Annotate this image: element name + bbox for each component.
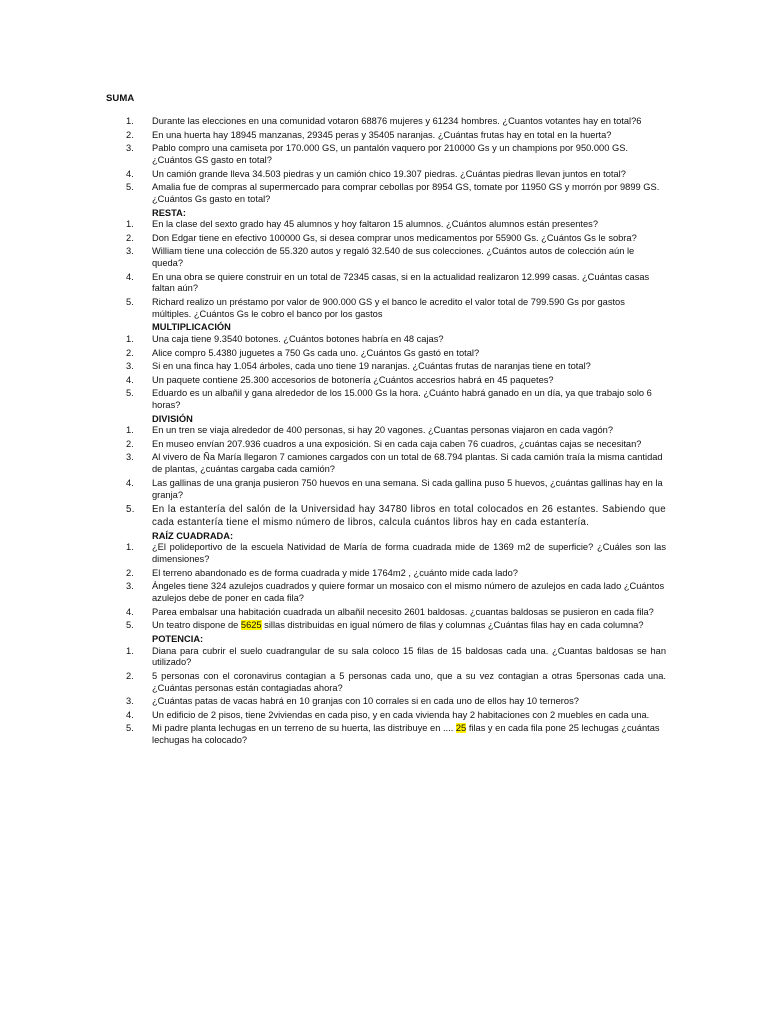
list-item [126, 143, 666, 167]
list-item [126, 272, 666, 296]
item-number: 5. [126, 388, 134, 399]
item-text: Don Edgar tiene en efectivo 100000 Gs, si desea comprar unos medicamentos por 55900 Gs. ¿Cuántos Gs le sobra? [152, 232, 637, 243]
section-heading-multiplicacion: MULTIPLICACIÓN [152, 322, 231, 333]
item-text: Un camión grande lleva 34.503 piedras y un camión chico 19.307 piedras. ¿Cuántas piedras llevan juntos en total? [152, 168, 626, 179]
item-text: Si en una finca hay 1.054 árboles, cada uno tiene 19 naranjas. ¿Cuántas frutas de naranjas tiene en total? [152, 361, 591, 372]
item-text: El terreno abandonado es de forma cuadrada y mide 1764m2 , ¿cuánto mide cada lado? [152, 567, 518, 578]
item-number: 3. [126, 581, 134, 592]
item-number: 4. [126, 374, 134, 385]
item-text: En un tren se viaja alrededor de 400 personas, si hay 20 vagones. ¿Cuantas personas viajaron en cada vagón? [152, 425, 614, 436]
section-heading-potencia: POTENCIA: [152, 634, 204, 645]
section-heading-resta: RESTA: [152, 207, 186, 218]
text-fragment: Un teatro dispone de [152, 620, 241, 631]
item-number: 1. [126, 333, 134, 344]
list-item [126, 568, 666, 580]
item-text: Amalia fue de compras al supermercado para comprar cebollas por 8954 GS, tomate por 11950 GS y morrón por 9899 GS. ¿Cuántos Gs gasto en total? [152, 182, 660, 204]
list-item [126, 696, 666, 708]
item-number: 4. [126, 168, 134, 179]
item-number: 1. [126, 425, 134, 436]
item-number: 1. [126, 219, 134, 230]
item-number: 4. [126, 271, 134, 282]
item-number: 2. [126, 347, 134, 358]
list-item [126, 620, 666, 632]
item-text: En museo envían 207.936 cuadros a una exposición. Si en cada caja caben 76 cuadros, ¿cuántas cajas se necesitan? [152, 438, 642, 449]
section-title-suma: SUMA [106, 93, 135, 104]
highlighted-number: 25 [455, 723, 467, 734]
text-fragment: filas y en cada fila pone 25 lechugas ¿cuántas lechugas ha colocado? [152, 723, 660, 746]
text-fragment: Mi padre planta lechugas en un terreno de su huerta, las distribuye en .... [152, 723, 456, 734]
item-text: En la estantería del salón de la Universidad hay 34780 libros en total colocados en 26 estantes. Sabiendo que cada estantería tiene el mismo número de libros, calcula cuántos libros hay en cada estantería. [152, 504, 666, 529]
item-number: 5. [126, 504, 135, 516]
item-number: 3. [126, 143, 134, 154]
highlighted-number: 5625 [240, 620, 262, 631]
list-item [126, 646, 666, 670]
list-item [126, 710, 666, 722]
item-text: Durante las elecciones en una comunidad votaron 68876 mujeres y 61234 hombres. ¿Cuantos votantes hay en total?6 [152, 116, 642, 126]
list-item [126, 130, 666, 142]
item-text: Al vivero de Ña María llegaron 7 camiones cargados con un total de 68.794 plantas. Si cada camión traía la misma cantidad de plantas, ¿cuántas cargaba cada camión? [152, 452, 663, 475]
list-item [126, 182, 666, 206]
text-fragment: sillas distribuidas en igual número de filas y columnas ¿Cuántas filas hay en cada columna? [261, 620, 644, 631]
item-text [152, 620, 666, 632]
list-item [126, 542, 666, 566]
list-item [126, 219, 666, 231]
item-text: William tiene una colección de 55.320 autos y regaló 32.540 de sus colecciones. ¿Cuántos autos de colección aún le queda? [152, 246, 635, 269]
item-number: 2. [126, 232, 134, 243]
item-text: ¿Cuántas patas de vacas habrá en 10 granjas con 10 corrales si en cada uno de ellos hay 10 terneros? [152, 696, 579, 707]
list-item [126, 671, 666, 695]
item-text: Richard realizo un préstamo por valor de 900.000 GS y el banco le acredito el valor total de 799.590 Gs por gastos múltiples. ¿Cuántos Gs le cobro el banco por los gastos [152, 297, 625, 319]
item-text: En una huerta hay 18945 manzanas, 29345 peras y 35405 naranjas. ¿Cuántas frutas hay en total en la huerta? [152, 129, 612, 140]
list-item [126, 723, 666, 747]
item-number: 5. [126, 723, 134, 734]
item-number: 3. [126, 361, 134, 372]
item-number: 4. [126, 709, 134, 720]
list-item [126, 425, 666, 437]
list-item [126, 116, 666, 128]
item-number: 4. [126, 477, 134, 488]
item-number: 2. [126, 567, 134, 578]
list-item [126, 233, 666, 245]
item-number: 1. [126, 645, 134, 656]
item-number: 1. [126, 116, 134, 126]
item-text: Eduardo es un albañil y gana alrededor de los 15.000 Gs la hora. ¿Cuánto habrá ganado en un día, ya que trabajo solo 6 horas? [152, 388, 652, 411]
item-text: 5 personas con el coronavirus contagian a 5 personas cada uno, que a su vez contagian a otras 5personas cada una. ¿Cuántas personas están contagiadas ahora? [152, 670, 666, 693]
item-number: 1. [126, 542, 134, 553]
list-item [126, 361, 666, 373]
list-item [126, 478, 666, 502]
item-text: Una caja tiene 9.3540 botones. ¿Cuántos botones habría en 48 cajas? [152, 333, 444, 344]
list-item [126, 246, 666, 270]
list-item [126, 388, 666, 412]
item-text: Las gallinas de una granja pusieron 750 huevos en una semana. Si cada gallina puso 5 huevos, ¿cuántas gallinas hay en la granja? [152, 477, 663, 500]
item-number: 2. [126, 129, 134, 140]
list-item [126, 581, 666, 605]
list-item [126, 297, 666, 321]
list-item [126, 169, 666, 181]
list-item [126, 439, 666, 451]
item-number: 5. [126, 182, 134, 193]
item-text: Pablo compro una camiseta por 170.000 GS, un pantalón vaquero por 210000 Gs y un champions por 950.000 GS. ¿Cuántos GS gasto en total? [152, 143, 628, 165]
item-text: En una obra se quiere construir en un total de 72345 casas, si en la actualidad realizaron 12.999 casas. ¿Cuántas casas faltan aún? [152, 271, 650, 294]
item-text: En la clase del sexto grado hay 45 alumnos y hoy faltaron 15 alumnos. ¿Cuántos alumnos están presentes? [152, 219, 598, 230]
item-text: Alice compro 5.4380 juguetes a 750 Gs cada uno. ¿Cuántos Gs gastó en total? [152, 347, 480, 358]
item-text: Ángeles tiene 324 azulejos cuadrados y quiere formar un mosaico con el mismo número de azulejos en cada lado ¿Cuántos azulejos debe de poner en cada fila? [152, 581, 665, 604]
problem-list [126, 116, 666, 749]
list-item [126, 334, 666, 346]
list-item [126, 375, 666, 387]
item-number: 4. [126, 606, 134, 617]
item-text: ¿El polideportivo de la escuela Natividad de María de forma cuadrada mide de 1369 m2 de superficie? ¿Cuáles son las dimensiones? [152, 542, 666, 565]
section-heading-division: DIVISIÓN [152, 413, 193, 424]
item-number: 3. [126, 452, 134, 463]
list-item [126, 348, 666, 360]
item-number: 3. [126, 696, 134, 707]
list-item [126, 503, 666, 529]
item-text: Parea embalsar una habitación cuadrada un albañil necesito 2601 baldosas. ¿cuantas baldosas se pusieron en cada fila? [152, 606, 654, 617]
item-number: 3. [126, 246, 134, 257]
item-text: Un paquete contiene 25.300 accesorios de botonería ¿Cuántos accesrios habrá en 45 paquetes? [152, 374, 554, 385]
item-number: 2. [126, 438, 134, 449]
item-number: 5. [126, 297, 134, 308]
section-heading-raiz-cuadrada: RAÍZ CUADRADA: [152, 530, 234, 541]
list-item [126, 607, 666, 619]
item-text [152, 723, 666, 747]
item-number: 2. [126, 670, 134, 681]
list-item [126, 452, 666, 476]
item-number: 5. [126, 620, 134, 631]
item-text: Diana para cubrir el suelo cuadrangular de su sala coloco 15 filas de 15 baldosas cada una. ¿Cuantas baldosas se han utilizado? [152, 645, 666, 668]
item-text: Un edificio de 2 pisos, tiene 2viviendas en cada piso, y en cada vivienda hay 2 habitaciones con 2 muebles en cada una. [152, 709, 650, 720]
